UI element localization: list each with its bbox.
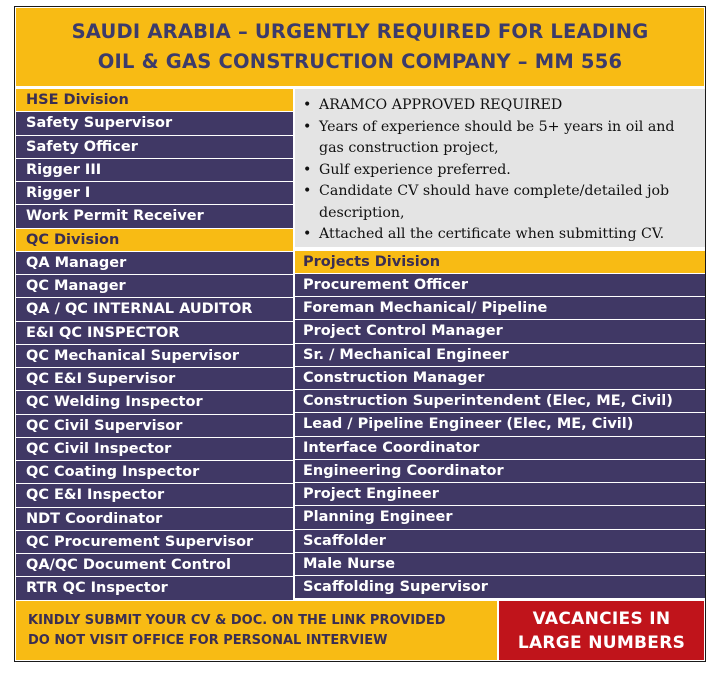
header-title-line-2: OIL & GAS CONSTRUCTION COMPANY – MM 556: [97, 50, 623, 73]
requirement-text: Years of experience should be 5+ years in oil and gas construction project,: [319, 118, 675, 156]
requirement-item: [301, 181, 695, 224]
job-title-row: Engineering Coordinator: [295, 460, 705, 483]
vacancies-banner: [499, 601, 704, 660]
requirement-text: ARAMCO APPROVED REQUIRED: [319, 97, 563, 113]
job-title-row: Rigger I: [16, 182, 293, 205]
job-title-row: Project Engineer: [295, 483, 705, 506]
requirement-item: [301, 95, 695, 117]
job-title-row: Scaffolding Supervisor: [295, 576, 705, 599]
job-title-row: Construction Manager: [295, 367, 705, 390]
division-heading: Projects Division: [295, 251, 705, 274]
job-title-row: Construction Superintendent (Elec, ME, Civil): [295, 390, 705, 413]
job-title-row: QC E&I Inspector: [16, 484, 293, 507]
job-title-row: Procurement Officer: [295, 274, 705, 297]
job-title-row: Lead / Pipeline Engineer (Elec, ME, Civil): [295, 413, 705, 436]
job-title-row: QC Mechanical Supervisor: [16, 345, 293, 368]
job-title-row: NDT Coordinator: [16, 508, 293, 531]
submission-notice-line-2: DO NOT VISIT OFFICE FOR PERSONAL INTERVIEW: [28, 633, 388, 648]
job-title-row: Work Permit Receiver: [16, 205, 293, 228]
job-title-row: Sr. / Mechanical Engineer: [295, 344, 705, 367]
requirement-text: Candidate CV should have complete/detailed job description,: [319, 183, 670, 221]
job-title-row: QC Coating Inspector: [16, 461, 293, 484]
submission-notice-line-1: KINDLY SUBMIT YOUR CV & DOC. ON THE LINK PROVIDED: [28, 613, 446, 628]
job-title-row: QA Manager: [16, 252, 293, 275]
header-title-line-1: SAUDI ARABIA – URGENTLY REQUIRED FOR LEADING: [71, 20, 649, 43]
vacancies-banner-line-2: LARGE NUMBERS: [517, 632, 686, 653]
poster-header: [16, 8, 704, 86]
job-title-row: Project Control Manager: [295, 320, 705, 343]
job-title-row: QC Civil Inspector: [16, 438, 293, 461]
requirements-list: [301, 95, 695, 246]
requirement-text: Attached all the certificate when submitting CV.: [319, 226, 665, 242]
job-title-row: Scaffolder: [295, 530, 705, 553]
job-title-row: RTR QC Inspector: [16, 577, 293, 600]
job-title-row: QC Civil Supervisor: [16, 415, 293, 438]
job-title-row: Safety Officer: [16, 136, 293, 159]
bullet-icon: •: [303, 161, 312, 178]
job-title-row: Foreman Mechanical/ Pipeline: [295, 297, 705, 320]
job-title-row: Rigger III: [16, 159, 293, 182]
bullet-icon: •: [303, 118, 312, 135]
job-title-row: QA / QC INTERNAL AUDITOR: [16, 298, 293, 321]
job-title-row: QC Welding Inspector: [16, 391, 293, 414]
job-title-row: QC Manager: [16, 275, 293, 298]
job-title-row: Safety Supervisor: [16, 112, 293, 135]
requirement-item: [301, 160, 695, 182]
submission-notice: [16, 601, 497, 660]
requirement-item: [301, 224, 695, 246]
job-title-row: QC E&I Supervisor: [16, 368, 293, 391]
bullet-icon: •: [303, 226, 312, 242]
vacancies-banner-line-1: VACANCIES IN: [532, 608, 671, 629]
job-title-row: Interface Coordinator: [295, 437, 705, 460]
job-title-row: QA/QC Document Control: [16, 554, 293, 577]
bullet-icon: •: [303, 183, 312, 199]
requirements-box: [295, 89, 705, 247]
division-heading: HSE Division: [16, 89, 293, 112]
job-title-row: E&I QC INSPECTOR: [16, 322, 293, 345]
job-title-row: Male Nurse: [295, 553, 705, 576]
division-heading: QC Division: [16, 229, 293, 252]
job-title-row: Planning Engineer: [295, 506, 705, 529]
requirement-text: Gulf experience preferred.: [319, 161, 511, 178]
job-title-row: QC Procurement Supervisor: [16, 531, 293, 554]
bullet-icon: •: [303, 97, 312, 113]
requirement-item: [301, 117, 695, 160]
